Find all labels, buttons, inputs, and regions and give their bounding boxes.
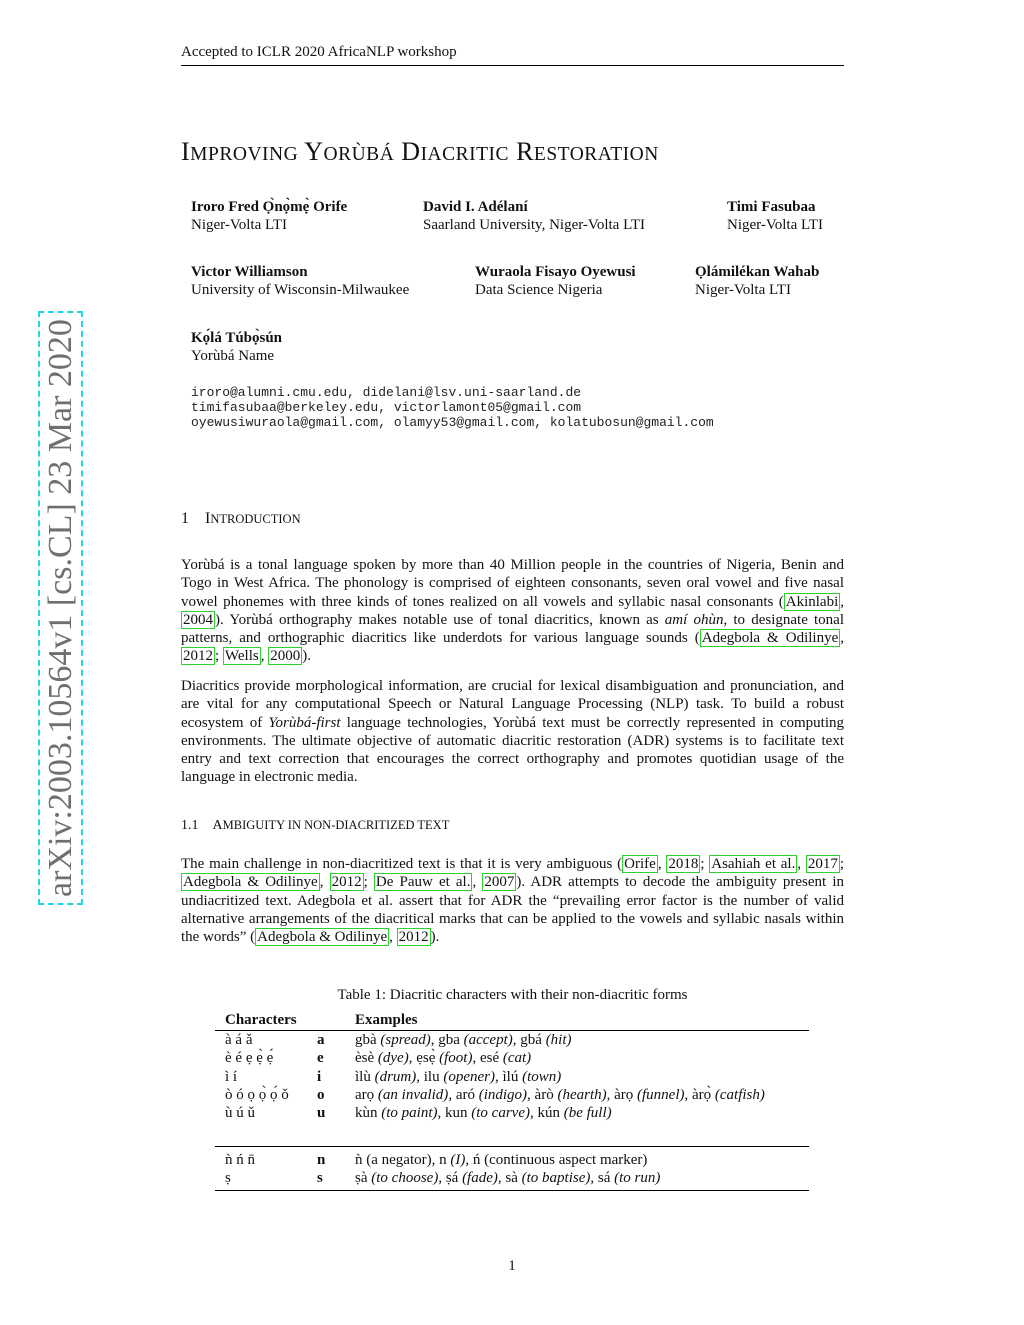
gloss-text: (be full) [563,1105,612,1122]
table-row [215,1146,809,1169]
diacritic-characters-cell: ì í [225,1068,238,1085]
email-line: iroro@alumni.cmu.edu, didelani@lsv.uni-saarland.de [191,385,582,400]
table-header-spacer [317,1010,355,1031]
email-line: timifasubaa@berkeley.edu, victorlamont05@gmail.com [191,400,582,415]
citation-link[interactable]: Asahiah et al. [711,856,796,872]
example-text: , àrọ [606,1086,638,1103]
gloss-text: (opener) [443,1068,496,1085]
gloss-text: (hearth) [557,1086,607,1103]
gloss-text: (accept) [463,1032,513,1048]
header-rule [181,65,844,66]
gloss-text: (foot) [439,1050,473,1067]
diacritics-table [215,1010,809,1191]
diacritic-characters-cell: ṣ [215,1169,317,1191]
base-letter-cell: o [317,1086,325,1103]
gloss-text: (town) [522,1068,562,1085]
author-affiliation: Niger-Volta LTI [695,282,791,298]
gloss-text: (drum) [374,1068,417,1085]
gloss-text: (funnel) [637,1086,685,1103]
example-text: , gbá [512,1032,546,1048]
author-name: Wuraola Fisayo Oyewusi [475,264,636,280]
citation-link[interactable]: 2004 [183,611,213,628]
author-name: Iroro Fred Ọ̀nọ̀mẹ̀ Orife [191,199,348,215]
author-name: Ọlámilékan Wahab [695,264,820,280]
author-block [727,198,823,234]
table-row [215,1104,809,1146]
diacritic-characters-cell: ù ú ǔ [225,1105,255,1122]
example-text: arọ [355,1086,378,1103]
example-text: , ìlú [495,1068,523,1085]
author-emails [191,385,714,430]
gloss-text: (spread) [380,1032,431,1048]
example-text: , esé [472,1050,503,1067]
gloss-text: (indigo) [478,1086,528,1103]
table-row [215,1086,809,1104]
author-block [423,198,645,234]
diacritic-characters-cell: à á ǎ [225,1032,253,1048]
example-text: , aró [448,1086,479,1103]
table-row [215,1169,809,1191]
gloss-text: (fade) [462,1169,498,1186]
base-letter-cell: u [317,1105,326,1122]
example-text: , àrò [527,1086,558,1103]
gloss-text: (to run) [614,1169,661,1186]
author-block [191,263,409,299]
diacritic-characters-cell: ǹ ń n̄ [215,1146,317,1169]
table-header-examples: Examples [355,1010,809,1031]
citation-link[interactable]: 2018 [668,856,699,872]
citation-link[interactable]: Adegbola & Odilinye [257,929,388,946]
citation-link[interactable]: Akinlabi [785,593,839,610]
table-row [215,1031,809,1050]
gloss-text: (I) [450,1151,466,1168]
arxiv-identifier-link[interactable]: arXiv:2003.10564v1 [cs.CL] 23 Mar 2020 [38,311,83,905]
example-text: , ń (continuous aspect marker) [465,1151,648,1168]
example-text: , gba [430,1032,464,1048]
citation-link[interactable]: 2012 [331,874,362,891]
author-affiliation: Saarland University, Niger-Volta LTI [423,217,646,233]
author-name: Victor Williamson [191,264,308,280]
intro-paragraph-1: Yorùbá is a tonal language spoken by more than 40 Million people in the countries of Nigeria, Benin and Togo in West Africa. The phonology is comprised of eighteen consonants, seven oral vowel and five nasal vowel phonemes with three kinds of tones realized on all vowels and syllabic nasal consonants ( Akinlabi , 2004 ). Yorùbá orthography makes notable use of tonal diacritics, known as amí ohùn, to designate tonal patterns, and orthographic diacritics like underdots for various language sounds ( Adegbola & Odilinye , 2012 ; Wells , 2000 ). [181,557,845,665]
citation-link[interactable]: Adegbola & Odilinye [183,874,318,891]
paper-title: IMPROVING YORÙBÁ DIACRITIC RESTORATION [181,137,659,166]
diacritic-characters-cell: è é ẹ ẹ̀ ẹ́ [225,1050,274,1067]
gloss-text: (catfish) [714,1086,765,1103]
base-letter-cell: i [317,1068,322,1085]
example-text: ǹ (a negator), n [355,1151,451,1168]
base-letter-cell: n [317,1146,355,1169]
example-text: , kún [529,1105,564,1122]
examples-cell [355,1169,809,1191]
citation-link[interactable]: Adegbola & Odilinye [701,630,839,647]
example-text: kùn [355,1105,382,1122]
example-text: gbà [355,1032,381,1048]
author-block [695,263,819,299]
examples-cell [355,1068,809,1086]
author-block [191,198,347,234]
diacritic-characters-cell: ò ó ọ ọ̀ ọ́ ǒ [225,1086,289,1103]
table-caption: Table 1: Diacritic characters with their non-diacritic forms [337,987,688,1003]
example-text: , ẹsẹ̀ [408,1050,440,1067]
page-number: 1 [508,1258,516,1274]
author-affiliation: Data Science Nigeria [475,282,603,298]
intro-paragraph-2: Diacritics provide morphological information, are crucial for lexical disambiguation and pronunciation, and are vital for any computational Speech or Natural Language Processing (NLP) task. To build a robust ecosystem of Yorùbá-first language technologies, Yorùbá text must be correctly represented in computing environments. The ultimate objective of automatic diacritic restoration (ADR) systems is to facilitate text entry and text correction that encourages the correct orthography and promotes quotidian usage of the language in electronic media. [181,678,844,786]
subsection-heading: 1.1 AMBIGUITY IN NON-DIACRITIZED TEXT [181,818,450,833]
author-affiliation: Yorùbá Name [191,348,275,364]
base-letter-cell: e [317,1050,324,1067]
examples-cell [355,1031,809,1050]
gloss-text: (hit) [545,1032,572,1048]
example-text: , ilu [416,1068,444,1085]
citation-link[interactable]: 2012 [183,648,213,665]
author-affiliation: University of Wisconsin-Milwaukee [191,282,410,298]
author-affiliation: Niger-Volta LTI [191,217,287,233]
examples-cell [355,1146,809,1169]
section-heading: 1 INTRODUCTION [181,510,301,527]
citation-link[interactable]: 2017 [807,856,838,872]
gloss-text: (cat) [502,1050,532,1067]
examples-cell [355,1049,809,1067]
example-text: ṣà [355,1169,372,1186]
citation-link[interactable]: Orife [624,856,656,872]
example-text: , ṣá [438,1169,463,1186]
author-name: Kọ́lá Túbọ̀sún [191,330,283,346]
citation-link[interactable]: 2012 [398,929,429,946]
table-header-characters: Characters [215,1010,317,1031]
example-text: , sá [590,1169,615,1186]
base-letter-cell: a [317,1032,325,1048]
citation-link[interactable]: 2007 [484,874,515,891]
gloss-text: (to carve) [471,1105,530,1122]
citation-link[interactable]: De Pauw et al. [375,874,471,891]
author-block [475,263,636,299]
email-line: oyewusiwuraola@gmail.com, olamyy53@gmail.com, kolatubosun@gmail.com [191,415,714,430]
base-letter-cell: s [317,1169,355,1191]
ambiguity-paragraph: The main challenge in non-diacritized text is that it is very ambiguous ( Orife , 2018 ; Asahiah et al. , 2017 ; Adegbola & Odilinye , 2012 ; De Pauw et al. , 2007 ). ADR attempts to decode the ambiguity present in undiacritized text. Adegbola et al. assert that for ADR the “prevailing error factor is the number of valid alternative arrangements of the diacritical marks that can be applied to the vowels and syllabic nasals within the words” ( Adegbola & Odilinye , 2012 ). [181,856,845,946]
gloss-text: (to choose) [371,1169,439,1186]
example-text: , kun [437,1105,472,1122]
gloss-text: (to paint) [381,1105,438,1122]
citation-link[interactable]: 2000 [270,648,301,665]
author-block [191,329,282,365]
examples-cell [355,1086,809,1104]
example-text: èsè [355,1050,378,1067]
example-text: ìlù [355,1068,375,1085]
author-name: David I. Adélaní [423,199,528,215]
examples-cell [355,1104,809,1146]
citation-link[interactable]: Wells [224,648,259,665]
running-header: Accepted to ICLR 2020 AfricaNLP workshop [181,44,457,60]
gloss-text: (to baptise) [521,1169,591,1186]
example-text: , sà [497,1169,522,1186]
gloss-text: (an invalid) [377,1086,449,1103]
table-row [215,1049,809,1067]
author-name: Timi Fasubaa [727,199,816,215]
gloss-text: (dye) [377,1050,409,1067]
example-text: , àrọ̀ [684,1086,715,1103]
table-row [215,1068,809,1086]
author-affiliation: Niger-Volta LTI [727,217,823,233]
